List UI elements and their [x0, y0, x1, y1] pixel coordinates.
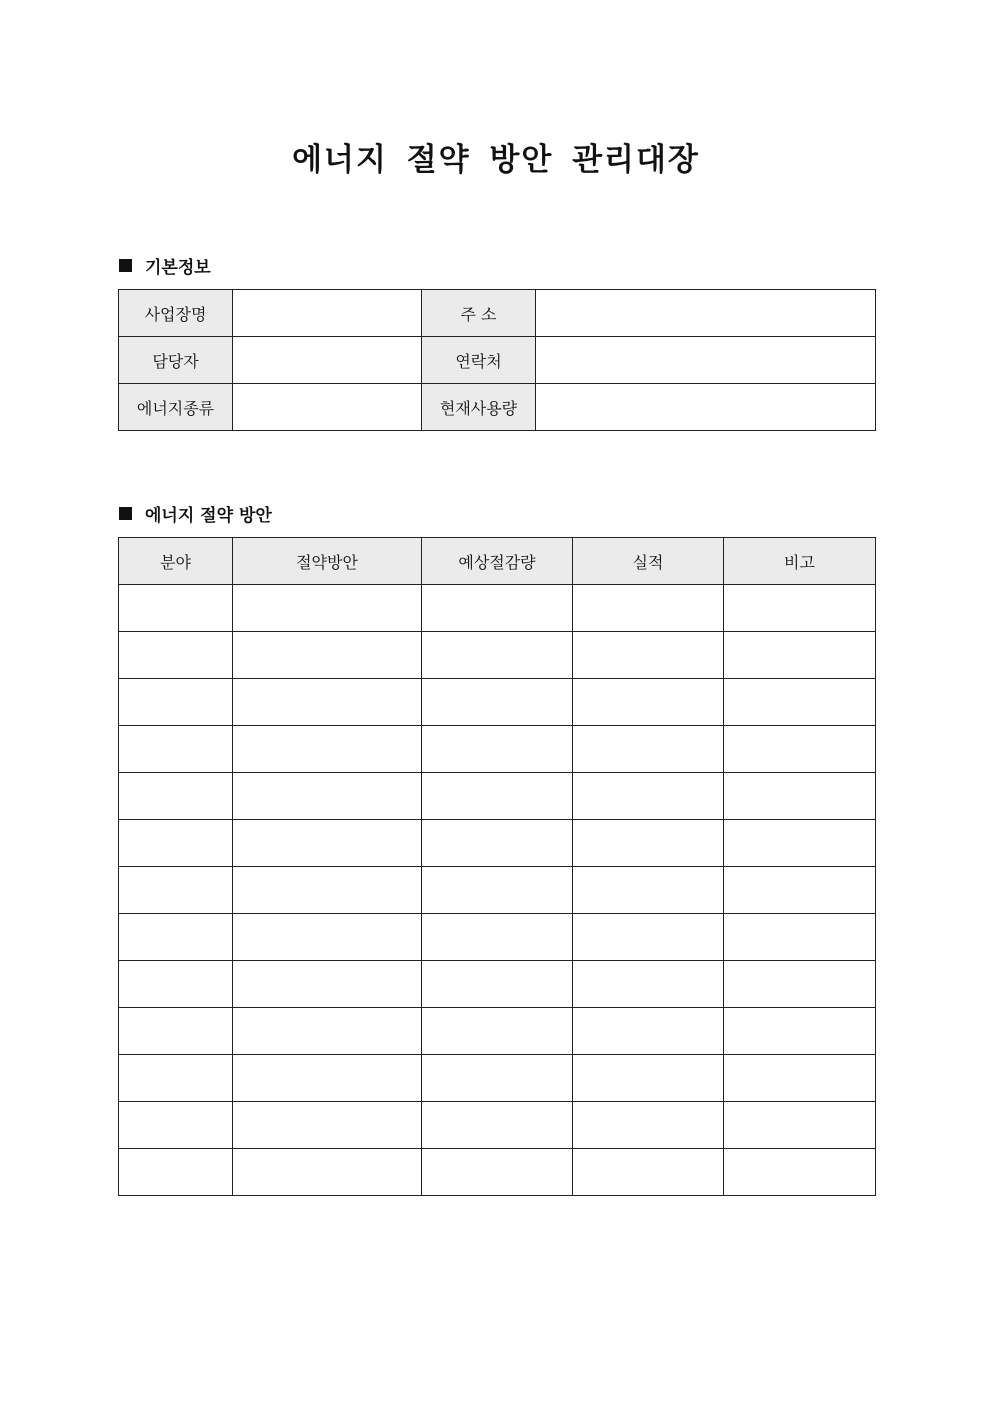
table-cell[interactable] — [119, 1149, 233, 1196]
table-cell[interactable] — [119, 961, 233, 1008]
table-row — [119, 914, 876, 961]
section-heading-label: 에너지 절약 방안 — [145, 506, 272, 526]
table-cell[interactable] — [724, 1149, 876, 1196]
table-cell[interactable] — [119, 820, 233, 867]
table-cell[interactable] — [724, 1102, 876, 1149]
field-label: 연락처 — [422, 337, 536, 384]
contact-field[interactable] — [536, 337, 876, 384]
table-cell[interactable] — [724, 961, 876, 1008]
table-cell[interactable] — [119, 679, 233, 726]
table-cell[interactable] — [573, 1008, 724, 1055]
table-cell[interactable] — [233, 820, 422, 867]
square-bullet-icon — [119, 259, 132, 272]
table-row — [119, 337, 876, 384]
field-label: 담당자 — [119, 337, 233, 384]
table-cell[interactable] — [573, 1102, 724, 1149]
table-cell[interactable] — [422, 867, 573, 914]
table-cell[interactable] — [573, 679, 724, 726]
field-label: 사업장명 — [119, 290, 233, 337]
square-bullet-icon — [119, 507, 132, 520]
table-cell[interactable] — [724, 1008, 876, 1055]
table-cell[interactable] — [422, 1149, 573, 1196]
table-cell[interactable] — [724, 679, 876, 726]
table-cell[interactable] — [422, 1008, 573, 1055]
table-cell[interactable] — [422, 914, 573, 961]
table-cell[interactable] — [573, 820, 724, 867]
business-name-field[interactable] — [233, 290, 422, 337]
table-row — [119, 773, 876, 820]
table-cell[interactable] — [119, 914, 233, 961]
table-cell[interactable] — [573, 914, 724, 961]
table-cell[interactable] — [233, 726, 422, 773]
table-row — [119, 961, 876, 1008]
table-row — [119, 290, 876, 337]
address-field[interactable] — [536, 290, 876, 337]
table-row — [119, 820, 876, 867]
column-header-method: 절약방안 — [233, 538, 422, 585]
section-heading-saving-plan — [119, 501, 272, 526]
current-usage-field[interactable] — [536, 384, 876, 431]
table-cell[interactable] — [233, 1102, 422, 1149]
table-row — [119, 1055, 876, 1102]
table-cell[interactable] — [233, 632, 422, 679]
table-row — [119, 384, 876, 431]
page-title: 에너지 절약 방안 관리대장 — [292, 142, 700, 178]
table-cell[interactable] — [233, 1008, 422, 1055]
table-cell[interactable] — [724, 1055, 876, 1102]
section-heading-basic-info — [119, 253, 211, 278]
saving-plan-body — [119, 585, 876, 1196]
table-cell[interactable] — [233, 914, 422, 961]
column-header-remarks: 비고 — [724, 538, 876, 585]
field-label: 주 소 — [422, 290, 536, 337]
table-cell[interactable] — [422, 773, 573, 820]
table-cell[interactable] — [233, 773, 422, 820]
table-cell[interactable] — [233, 679, 422, 726]
table-cell[interactable] — [724, 726, 876, 773]
table-cell[interactable] — [119, 726, 233, 773]
table-row — [119, 585, 876, 632]
table-cell[interactable] — [422, 1102, 573, 1149]
table-row — [119, 632, 876, 679]
table-cell[interactable] — [119, 867, 233, 914]
table-cell[interactable] — [119, 632, 233, 679]
table-cell[interactable] — [724, 585, 876, 632]
field-label: 에너지종류 — [119, 384, 233, 431]
table-row — [119, 1149, 876, 1196]
manager-field[interactable] — [233, 337, 422, 384]
table-cell[interactable] — [573, 726, 724, 773]
energy-type-field[interactable] — [233, 384, 422, 431]
table-cell[interactable] — [119, 1055, 233, 1102]
table-cell[interactable] — [573, 1149, 724, 1196]
section-heading-label: 기본정보 — [145, 258, 211, 278]
column-header-result: 실적 — [573, 538, 724, 585]
column-header-field: 분야 — [119, 538, 233, 585]
table-cell[interactable] — [119, 585, 233, 632]
table-cell[interactable] — [573, 867, 724, 914]
table-cell[interactable] — [573, 585, 724, 632]
table-row — [119, 1102, 876, 1149]
table-cell[interactable] — [422, 679, 573, 726]
table-cell[interactable] — [119, 773, 233, 820]
table-cell[interactable] — [573, 773, 724, 820]
table-cell[interactable] — [119, 1008, 233, 1055]
table-cell[interactable] — [573, 961, 724, 1008]
table-cell[interactable] — [724, 914, 876, 961]
table-cell[interactable] — [724, 632, 876, 679]
column-header-expected-saving: 예상절감량 — [422, 538, 573, 585]
table-row — [119, 867, 876, 914]
table-cell[interactable] — [724, 867, 876, 914]
table-cell[interactable] — [422, 632, 573, 679]
table-cell[interactable] — [422, 820, 573, 867]
table-cell[interactable] — [422, 1055, 573, 1102]
table-cell[interactable] — [573, 1055, 724, 1102]
table-cell[interactable] — [233, 867, 422, 914]
table-cell[interactable] — [724, 773, 876, 820]
table-cell[interactable] — [573, 632, 724, 679]
table-cell[interactable] — [724, 820, 876, 867]
basic-info-table — [118, 289, 876, 431]
table-cell[interactable] — [422, 585, 573, 632]
table-row — [119, 679, 876, 726]
table-cell[interactable] — [233, 961, 422, 1008]
table-cell[interactable] — [233, 1149, 422, 1196]
saving-plan-table — [118, 537, 876, 1196]
table-header-row — [119, 538, 876, 585]
table-cell[interactable] — [422, 726, 573, 773]
table-cell[interactable] — [233, 585, 422, 632]
field-label: 현재사용량 — [422, 384, 536, 431]
table-cell[interactable] — [422, 961, 573, 1008]
table-cell[interactable] — [119, 1102, 233, 1149]
table-row — [119, 726, 876, 773]
table-row — [119, 1008, 876, 1055]
table-cell[interactable] — [233, 1055, 422, 1102]
